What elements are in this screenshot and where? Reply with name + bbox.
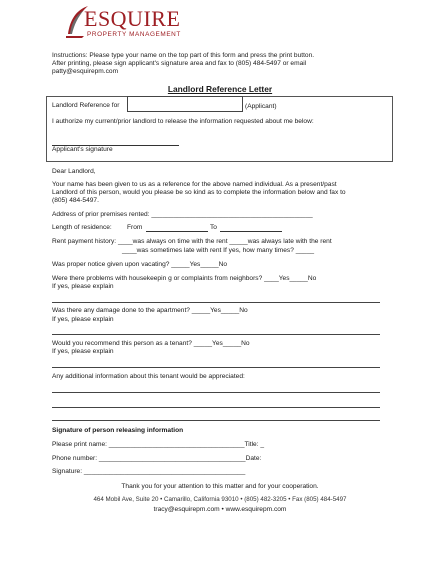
additional-info-question: Any additional information about this tenant would be appreciated: (52, 373, 245, 380)
authorize-statement: I authorize my current/prior landlord to release the information requested about me below: (52, 118, 314, 125)
releasing-print-name: Please print name: _____________________________________Title: _ (52, 441, 265, 448)
residence-to-label: To (210, 224, 217, 231)
residence-length-label: Length of residence: (52, 224, 112, 231)
releasing-signature: Signature: ____________________________________________ (52, 468, 246, 475)
notice-question: Was proper notice given upon vacating? _____Yes_____No (52, 261, 228, 268)
residence-from-field[interactable] (146, 231, 208, 232)
additional-info-line-2[interactable] (52, 407, 380, 408)
releasing-phone: Phone number: ________________________________________Date: (52, 455, 262, 462)
damage-explain-label: If yes, please explain (52, 316, 114, 323)
brand-tagline: PROPERTY MANAGEMENT (87, 31, 181, 38)
reference-for-label: Landlord Reference for (52, 102, 120, 109)
letter-body-2: Landlord of this person, would you please be so kind as to complete the information below and fax to (52, 189, 346, 196)
instructions-line-1: Instructions: Please type your name on the top part of this form and press the print button. (52, 52, 315, 59)
residence-from-label: From (127, 224, 143, 231)
additional-info-line-1[interactable] (52, 392, 380, 393)
footer-address: 464 Mobil Ave, Suite 20 • Camarillo, California 93010 • (805) 482-3205 • Fax (805) 484-5497 (93, 496, 347, 503)
instructions-email-link[interactable]: patty@esquirepm.com (52, 68, 119, 75)
rent-history-line-1: Rent payment history: ____was always on time with the rent _____was always late with the rent (52, 238, 332, 245)
residence-to-field[interactable] (220, 231, 282, 232)
damage-question: Was there any damage done to the apartment? _____Yes_____No (52, 307, 248, 314)
prior-address-question: Address of prior premises rented: ____________________________________________ (52, 211, 313, 218)
applicant-signature-label: Applicant's signature (52, 146, 113, 153)
problems-explain-label: If yes, please explain (52, 283, 114, 290)
letter-body-3: (805) 484-5497. (52, 197, 99, 204)
page-title: Landlord Reference Letter (167, 84, 273, 94)
recommend-explain-label: If yes, please explain (52, 348, 114, 355)
letter-body-1: Your name has been given to us as a reference for the above named individual. As a present/past (52, 181, 337, 188)
problems-explain-line[interactable] (52, 302, 380, 303)
damage-explain-line[interactable] (52, 334, 380, 335)
problems-question: Were there problems with housekeepin g or complaints from neighbors? ____Yes_____No (52, 275, 317, 282)
recommend-explain-line[interactable] (52, 367, 380, 368)
instructions-line-2: After printing, please sign applicant's signature area and fax to (805) 484-5497 or email (52, 60, 307, 67)
brand-name: ESQUIRE (84, 6, 181, 31)
rent-history-line-2: ____was sometimes late with rent If yes, how many times? _____ (122, 247, 315, 254)
closing-text: Thank you for your attention to this matter and for your cooperation. (121, 483, 319, 490)
releasing-heading: Signature of person releasing information (52, 427, 184, 434)
applicant-name-field[interactable] (127, 96, 243, 112)
footer-contact: tracy@esquirepm.com • www.esquirepm.com (153, 506, 287, 513)
salutation: Dear Landlord, (52, 168, 96, 175)
applicant-label: (Applicant) (245, 103, 277, 110)
recommend-question: Would you recommend this person as a tenant? _____Yes_____No (52, 340, 250, 347)
additional-info-line-3[interactable] (52, 420, 380, 421)
